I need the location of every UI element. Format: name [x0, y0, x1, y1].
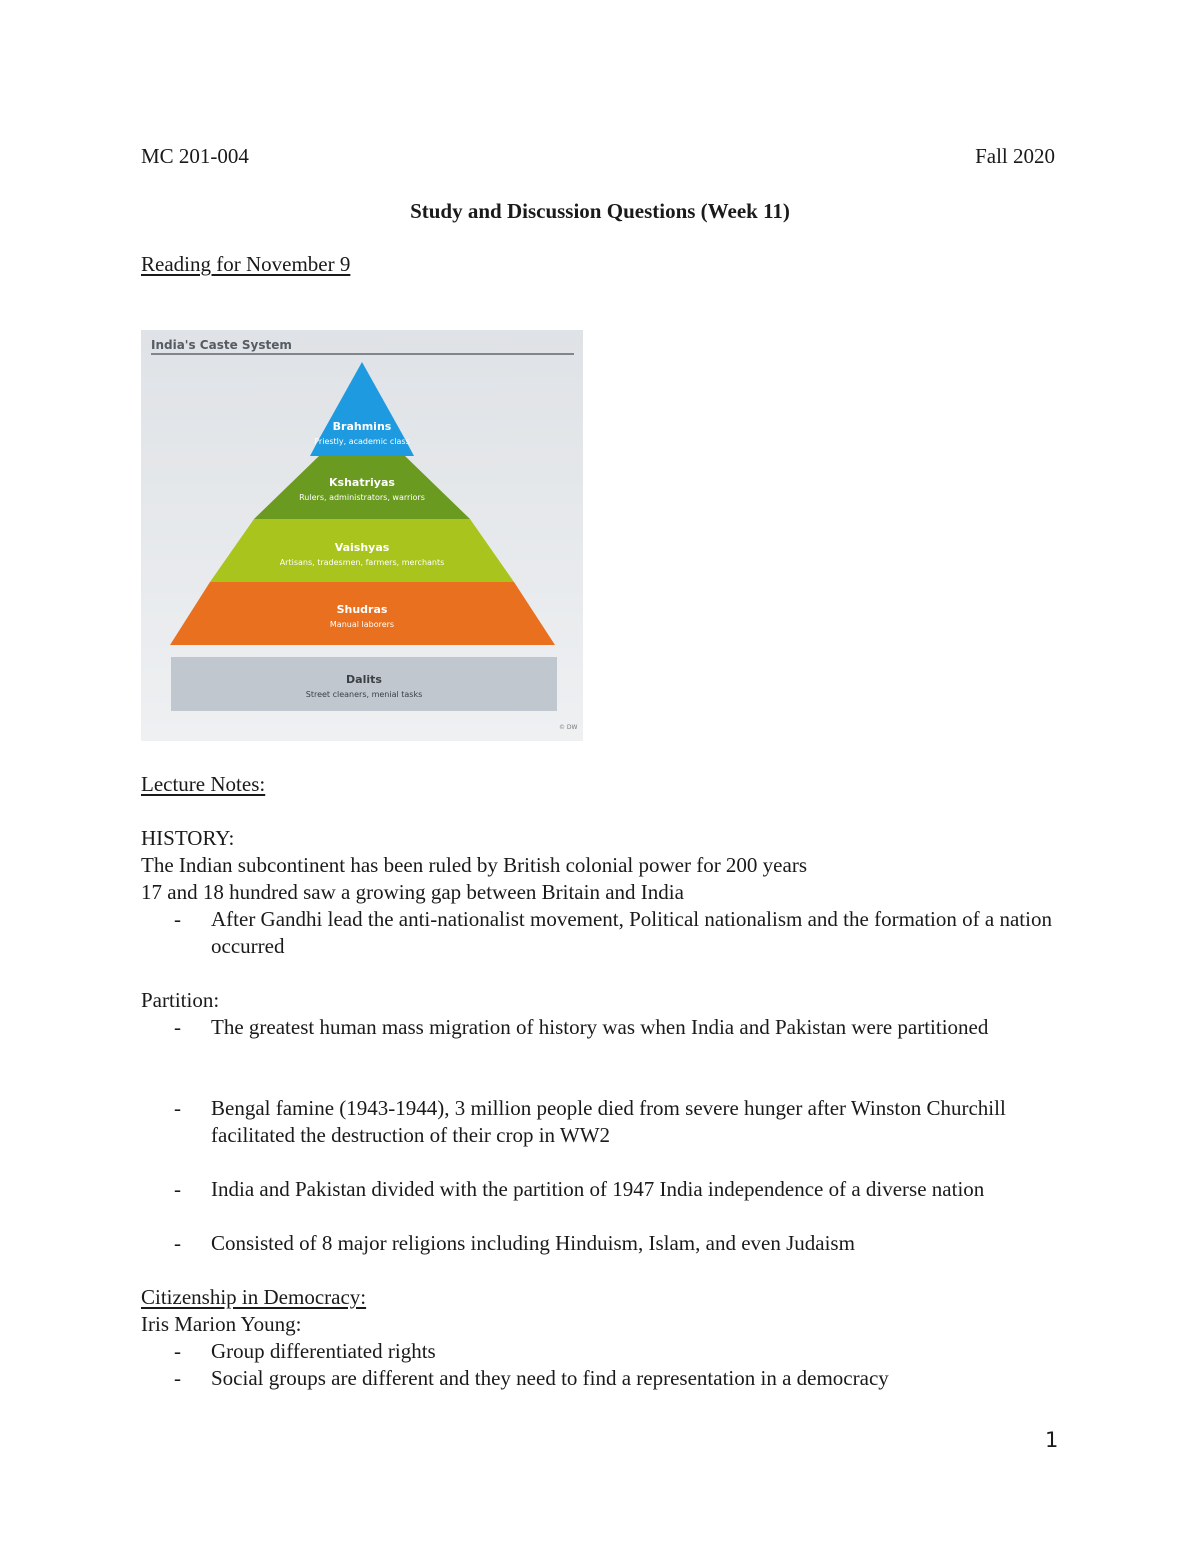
- bullet-dash: -: [174, 1015, 181, 1039]
- list-item: Group differentiated rights: [211, 1339, 436, 1363]
- tier-desc: Manual laborers: [329, 620, 395, 629]
- list-item: The greatest human mass migration of history was when India and Pakistan were partitioned: [211, 1015, 989, 1039]
- term: Fall 2020: [975, 144, 1055, 168]
- history-line: 17 and 18 hundred saw a growing gap between Britain and India: [141, 880, 684, 904]
- partition-heading: Partition:: [141, 988, 220, 1012]
- page-number: 1: [1045, 1428, 1059, 1452]
- list-item: India and Pakistan divided with the partition of 1947 India independence of a diverse nation: [211, 1177, 985, 1201]
- bullet-dash: -: [174, 1096, 181, 1120]
- figure-title: India's Caste System: [151, 338, 292, 352]
- bullet-dash: -: [174, 1177, 181, 1201]
- lecture-notes-heading: Lecture Notes:: [141, 772, 266, 796]
- tier-name: Vaishyas: [334, 541, 390, 554]
- tier-name: Brahmins: [332, 420, 392, 433]
- tier-desc: Street cleaners, menial tasks: [305, 690, 423, 699]
- citizenship-heading: Citizenship in Democracy:: [141, 1285, 367, 1309]
- reading-heading: Reading for November 9: [141, 252, 351, 276]
- tier-name: Kshatriyas: [329, 476, 395, 489]
- list-item: After Gandhi lead the anti-nationalist movement, Political nationalism and the formation of a nation occurred: [211, 907, 1052, 958]
- caste-system-figure: [141, 330, 583, 741]
- history-heading: HISTORY:: [141, 826, 235, 850]
- tier-desc: Rulers, administrators, warriors: [299, 493, 425, 502]
- tier-desc: Artisans, tradesmen, farmers, merchants: [279, 558, 445, 567]
- citizenship-subheading: Iris Marion Young:: [141, 1312, 302, 1336]
- course-code: MC 201-004: [141, 144, 249, 168]
- tier-desc: Priestly, academic class: [314, 437, 410, 446]
- tier-name: Shudras: [336, 603, 388, 616]
- list-item: Bengal famine (1943-1944), 3 million people died from severe hunger after Winston Churchill facilitated the destruction of their crop in WW2: [211, 1096, 1006, 1147]
- bullet-dash: -: [174, 1366, 181, 1390]
- bullet-dash: -: [174, 1339, 181, 1363]
- document-title: Study and Discussion Questions (Week 11): [410, 199, 790, 223]
- list-item: Social groups are different and they need to find a representation in a democracy: [211, 1366, 889, 1390]
- tier-name: Dalits: [346, 673, 382, 686]
- bullet-dash: -: [174, 907, 181, 931]
- list-item: Consisted of 8 major religions including Hinduism, Islam, and even Judaism: [211, 1231, 855, 1255]
- figure-credit: © DW: [559, 724, 578, 731]
- bullet-dash: -: [174, 1231, 181, 1255]
- history-line: The Indian subcontinent has been ruled by British colonial power for 200 years: [141, 853, 807, 877]
